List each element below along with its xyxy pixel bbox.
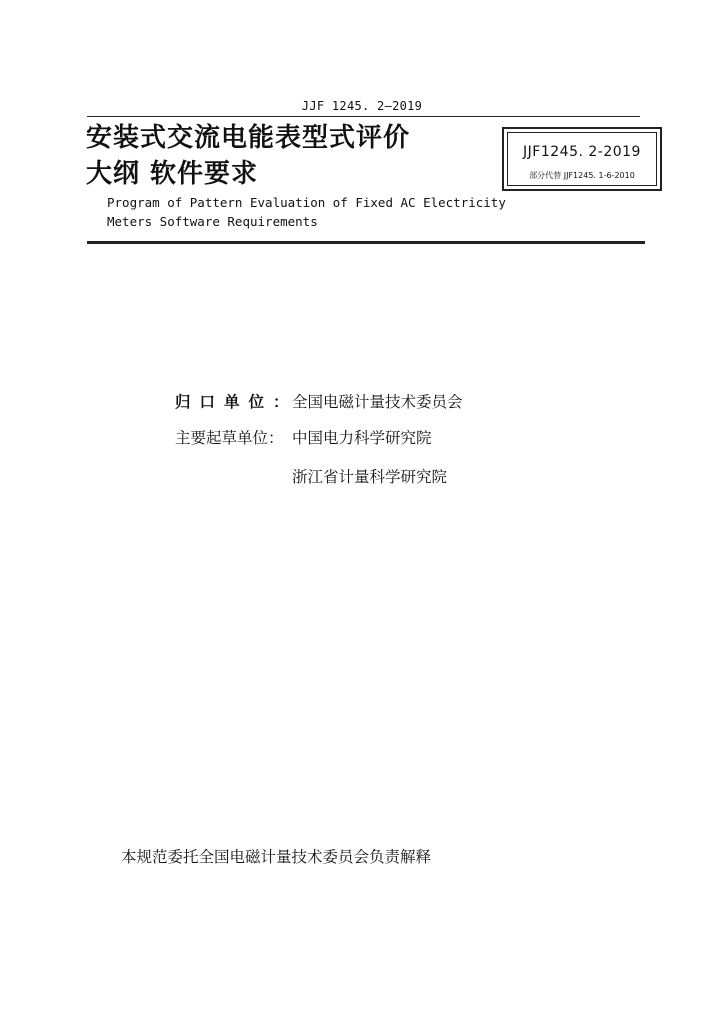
title-english-line-2: Meters Software Requirements: [107, 214, 318, 229]
title-chinese-line-2: 大纲 软件要求: [86, 159, 259, 189]
header-rule: [87, 116, 640, 117]
centralized-unit-label: 归口单位：: [175, 393, 298, 411]
title-english-line-1: Program of Pattern Evaluation of Fixed AC Electricity: [107, 195, 506, 210]
code-box-inner-frame: [507, 132, 657, 186]
interpretation-note: 本规范委托全国电磁计量技术委员会负责解释: [121, 848, 432, 866]
title-chinese-line-1: 安装式交流电能表型式评价: [86, 123, 411, 153]
centralized-unit-value: 全国电磁计量技术委员会: [292, 393, 463, 411]
drafting-unit-value-1: 中国电力科学研究院: [292, 429, 432, 447]
standard-code-header: JJF 1245. 2—2019: [301, 99, 423, 113]
drafting-unit-label: 主要起草单位：: [175, 429, 284, 447]
drafting-unit-value-2: 浙江省计量科学研究院: [292, 468, 448, 486]
replaces-note: 部分代替 JJF1245. 1-6-2010: [529, 171, 635, 180]
title-bottom-rule: [87, 241, 645, 244]
standard-code-box: [502, 127, 662, 191]
standard-code: JJF1245. 2-2019: [523, 144, 641, 160]
